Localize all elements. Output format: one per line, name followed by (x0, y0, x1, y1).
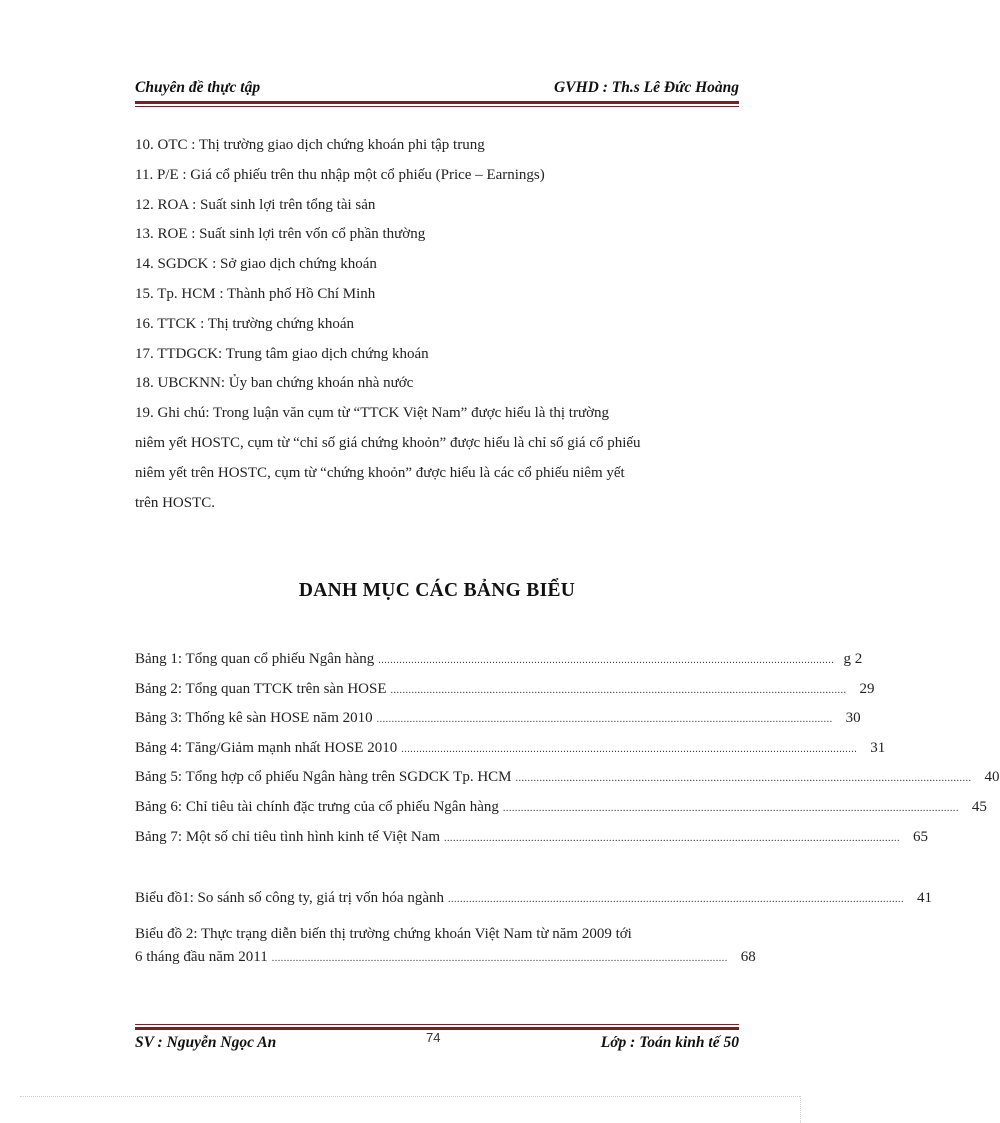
abbreviation-item: 15. Tp. HCM : Thành phố Hồ Chí Minh (135, 285, 376, 302)
toc-entry-label: Bảng 3: Thống kê sàn HOSE năm 2010 (135, 710, 373, 727)
toc-entry-table-6[interactable] (135, 798, 987, 829)
abbreviation-item: 13. ROE : Suất sinh lợi trên vốn cổ phần thường (135, 226, 426, 243)
table-list (135, 651, 1000, 858)
toc-entry-label: Bảng 7: Một số chỉ tiêu tình hình kinh tế Việt Nam (135, 828, 441, 845)
toc-entry-page: g 2 (843, 651, 863, 667)
dot-leader: ........................................................................................................................................................ (448, 894, 904, 905)
abbreviation-item: 16. TTCK : Thị trường chứng khoán (135, 315, 355, 332)
toc-entry-page: 40 (984, 769, 1000, 786)
toc-entry-page: 65 (913, 828, 929, 845)
footer-class: Lớp : Toán kinh tế 50 (600, 1034, 739, 1051)
page-number: 74 (426, 1030, 441, 1045)
toc-entry-table-1[interactable] (135, 651, 863, 681)
page-boundary-line (20, 1096, 800, 1097)
toc-entry-page: 29 (859, 680, 875, 697)
toc-entry-table-5[interactable] (135, 769, 1000, 799)
toc-entry-chart-2-first-line[interactable]: Biểu đồ 2: Thực trạng diễn biến thị trường chứng khoán Việt Nam từ năm 2009 tới (135, 925, 632, 942)
footer-rule-thin (135, 1024, 739, 1025)
dot-leader: ........................................................................................................................................................ (378, 655, 835, 666)
toc-entry-page: 41 (917, 890, 932, 906)
abbreviation-item: 11. P/E : Giá cổ phiếu trên thu nhập một cổ phiếu (Price – Earnings) (135, 166, 545, 183)
page-boundary-line-vertical (800, 1096, 801, 1123)
footer-student: SV : Nguyễn Ngọc An (135, 1034, 277, 1051)
dot-leader: ........................................................................................................................................................ (390, 684, 847, 696)
abbreviation-list (135, 131, 745, 399)
note-line: trên HOSTC. (135, 495, 215, 511)
abbreviation-item: 10. OTC : Thị trường giao dịch chứng khoán phi tập trung (135, 137, 485, 153)
toc-entry-label: Bảng 2: Tổng quan TTCK trên sàn HOSE (135, 680, 387, 697)
dot-leader: ........................................................................................................................................................ (271, 953, 728, 965)
abbreviation-item: 18. UBCKNN: Ủy ban chứng khoán nhà nước (135, 375, 414, 392)
note-line: 19. Ghi chú: Trong luận văn cụm từ “TTCK Việt Nam” được hiểu là thị trường (135, 405, 610, 421)
toc-entry-label: Bảng 5: Tổng hợp cổ phiếu Ngân hàng trên SGDCK Tp. HCM (135, 769, 512, 786)
dot-leader: ........................................................................................................................................................ (502, 802, 959, 814)
toc-entry-chart-2[interactable] (135, 949, 756, 979)
header-right-text: GVHD : Th.s Lê Đức Hoàng (554, 79, 739, 96)
toc-entry-table-3[interactable] (135, 710, 861, 740)
toc-entry-table-4[interactable] (135, 739, 886, 770)
toc-entry-page: 30 (845, 710, 861, 727)
dot-leader: ........................................................................................................................................................ (515, 773, 972, 785)
toc-entry-page: 45 (971, 798, 987, 815)
header-left-text: Chuyên đề thực tập (135, 79, 261, 96)
section-title: DANH MỤC CÁC BẢNG BIỂU (298, 580, 576, 601)
toc-entry-table-7[interactable] (135, 828, 929, 859)
toc-entry-label: Bảng 4: Tăng/Giảm mạnh nhất HOSE 2010 (135, 739, 398, 756)
dot-leader: ........................................................................................................................................................ (401, 743, 858, 755)
page-header (135, 79, 739, 97)
toc-entry-label: Bảng 1: Tổng quan cổ phiếu Ngân hàng (135, 651, 375, 667)
toc-entry-label: 6 tháng đầu năm 2011 (135, 949, 268, 966)
toc-entry-page: 31 (870, 739, 886, 756)
note-line: niêm yết HOSTC, cụm từ “chỉ số giá chứng khoỏn” được hiểu là chỉ số giá cổ phiếu (135, 435, 641, 451)
dot-leader: ........................................................................................................................................................ (376, 714, 833, 726)
abbreviation-item: 17. TTDGCK: Trung tâm giao dịch chứng khoán (135, 345, 429, 362)
note-line: niêm yết trên HOSTC, cụm từ “chứng khoỏn” được hiểu là các cổ phiếu niêm yết (135, 465, 625, 481)
toc-entry-page: 68 (740, 949, 756, 966)
abbreviation-item: 14. SGDCK : Sở giao dịch chứng khoán (135, 256, 377, 273)
toc-entry-label: Biểu đồ1: So sánh số công ty, giá trị vốn hóa ngành (135, 890, 444, 906)
chart-list (135, 890, 932, 979)
dot-leader: ........................................................................................................................................................ (444, 832, 901, 844)
abbreviation-item: 12. ROA : Suất sinh lợi trên tổng tài sản (135, 196, 376, 213)
toc-entry-label: Bảng 6: Chỉ tiêu tài chính đặc trưng của cổ phiếu Ngân hàng (135, 798, 499, 815)
toc-entry-chart-1[interactable] (135, 890, 932, 920)
header-rule-thin (135, 106, 739, 107)
note-paragraph (135, 398, 741, 518)
header-rule-thick (135, 101, 739, 104)
toc-entry-table-2[interactable] (135, 680, 875, 711)
